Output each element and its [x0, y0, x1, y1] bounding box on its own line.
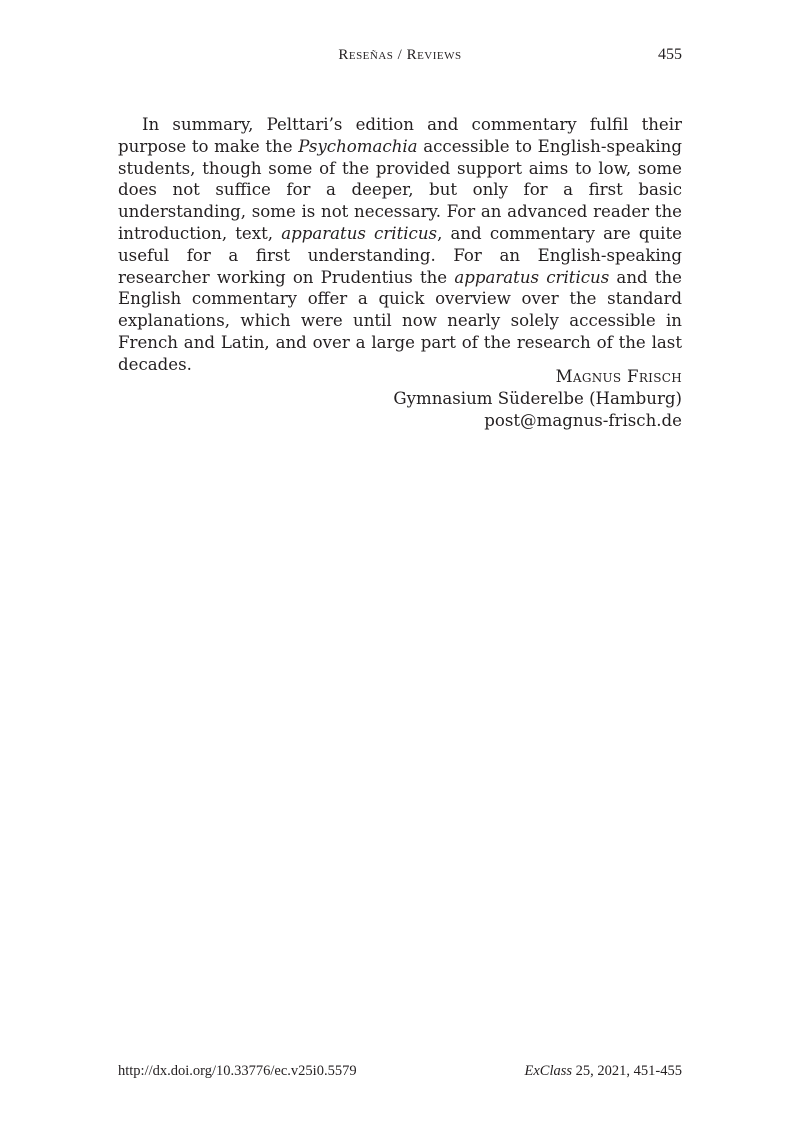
author-institution: Gymnasium Süderelbe (Hamburg)	[393, 388, 682, 408]
term-italic: apparatus criticus	[281, 223, 438, 243]
summary-paragraph	[118, 114, 682, 376]
doi-link[interactable]: http://dx.doi.org/10.33776/ec.v25i0.5579	[118, 1063, 357, 1079]
text-segment: In summary, Pelttari’s edition and commentary fulfil their purpose to make the	[118, 115, 682, 156]
author-name: Magnus Frisch	[555, 367, 682, 386]
title-italic: Psychomachia	[298, 136, 418, 156]
term-italic: apparatus criticus	[454, 267, 610, 287]
page-number: 455	[658, 46, 682, 63]
journal-citation	[525, 1063, 683, 1080]
running-title: Reseñas / Reviews	[338, 47, 462, 63]
text-segment: and the English commentary offer a quick overview over the standard explanations, which were until now nearly solely accessible in French and Latin, and over a large part of the research of the last decades.	[118, 267, 682, 374]
journal-name: ExClass	[524, 1063, 573, 1079]
text-segment: accessible to English-speaking students, though some of the provided support aims to low, some does not suffice for a deeper, but only for a first basic understanding, some is not necessary. For an advanced reader the introduction, text,	[118, 136, 682, 243]
page-footer	[118, 1063, 682, 1085]
author-signature	[393, 366, 682, 431]
author-email[interactable]: post@magnus-frisch.de	[484, 410, 682, 430]
running-header	[118, 44, 682, 70]
text-segment: , and commentary are quite useful for a first understanding. For an English-speaking researcher working on Prudentius the	[118, 223, 682, 287]
citation-details: 25, 2021, 451-455	[572, 1063, 682, 1079]
